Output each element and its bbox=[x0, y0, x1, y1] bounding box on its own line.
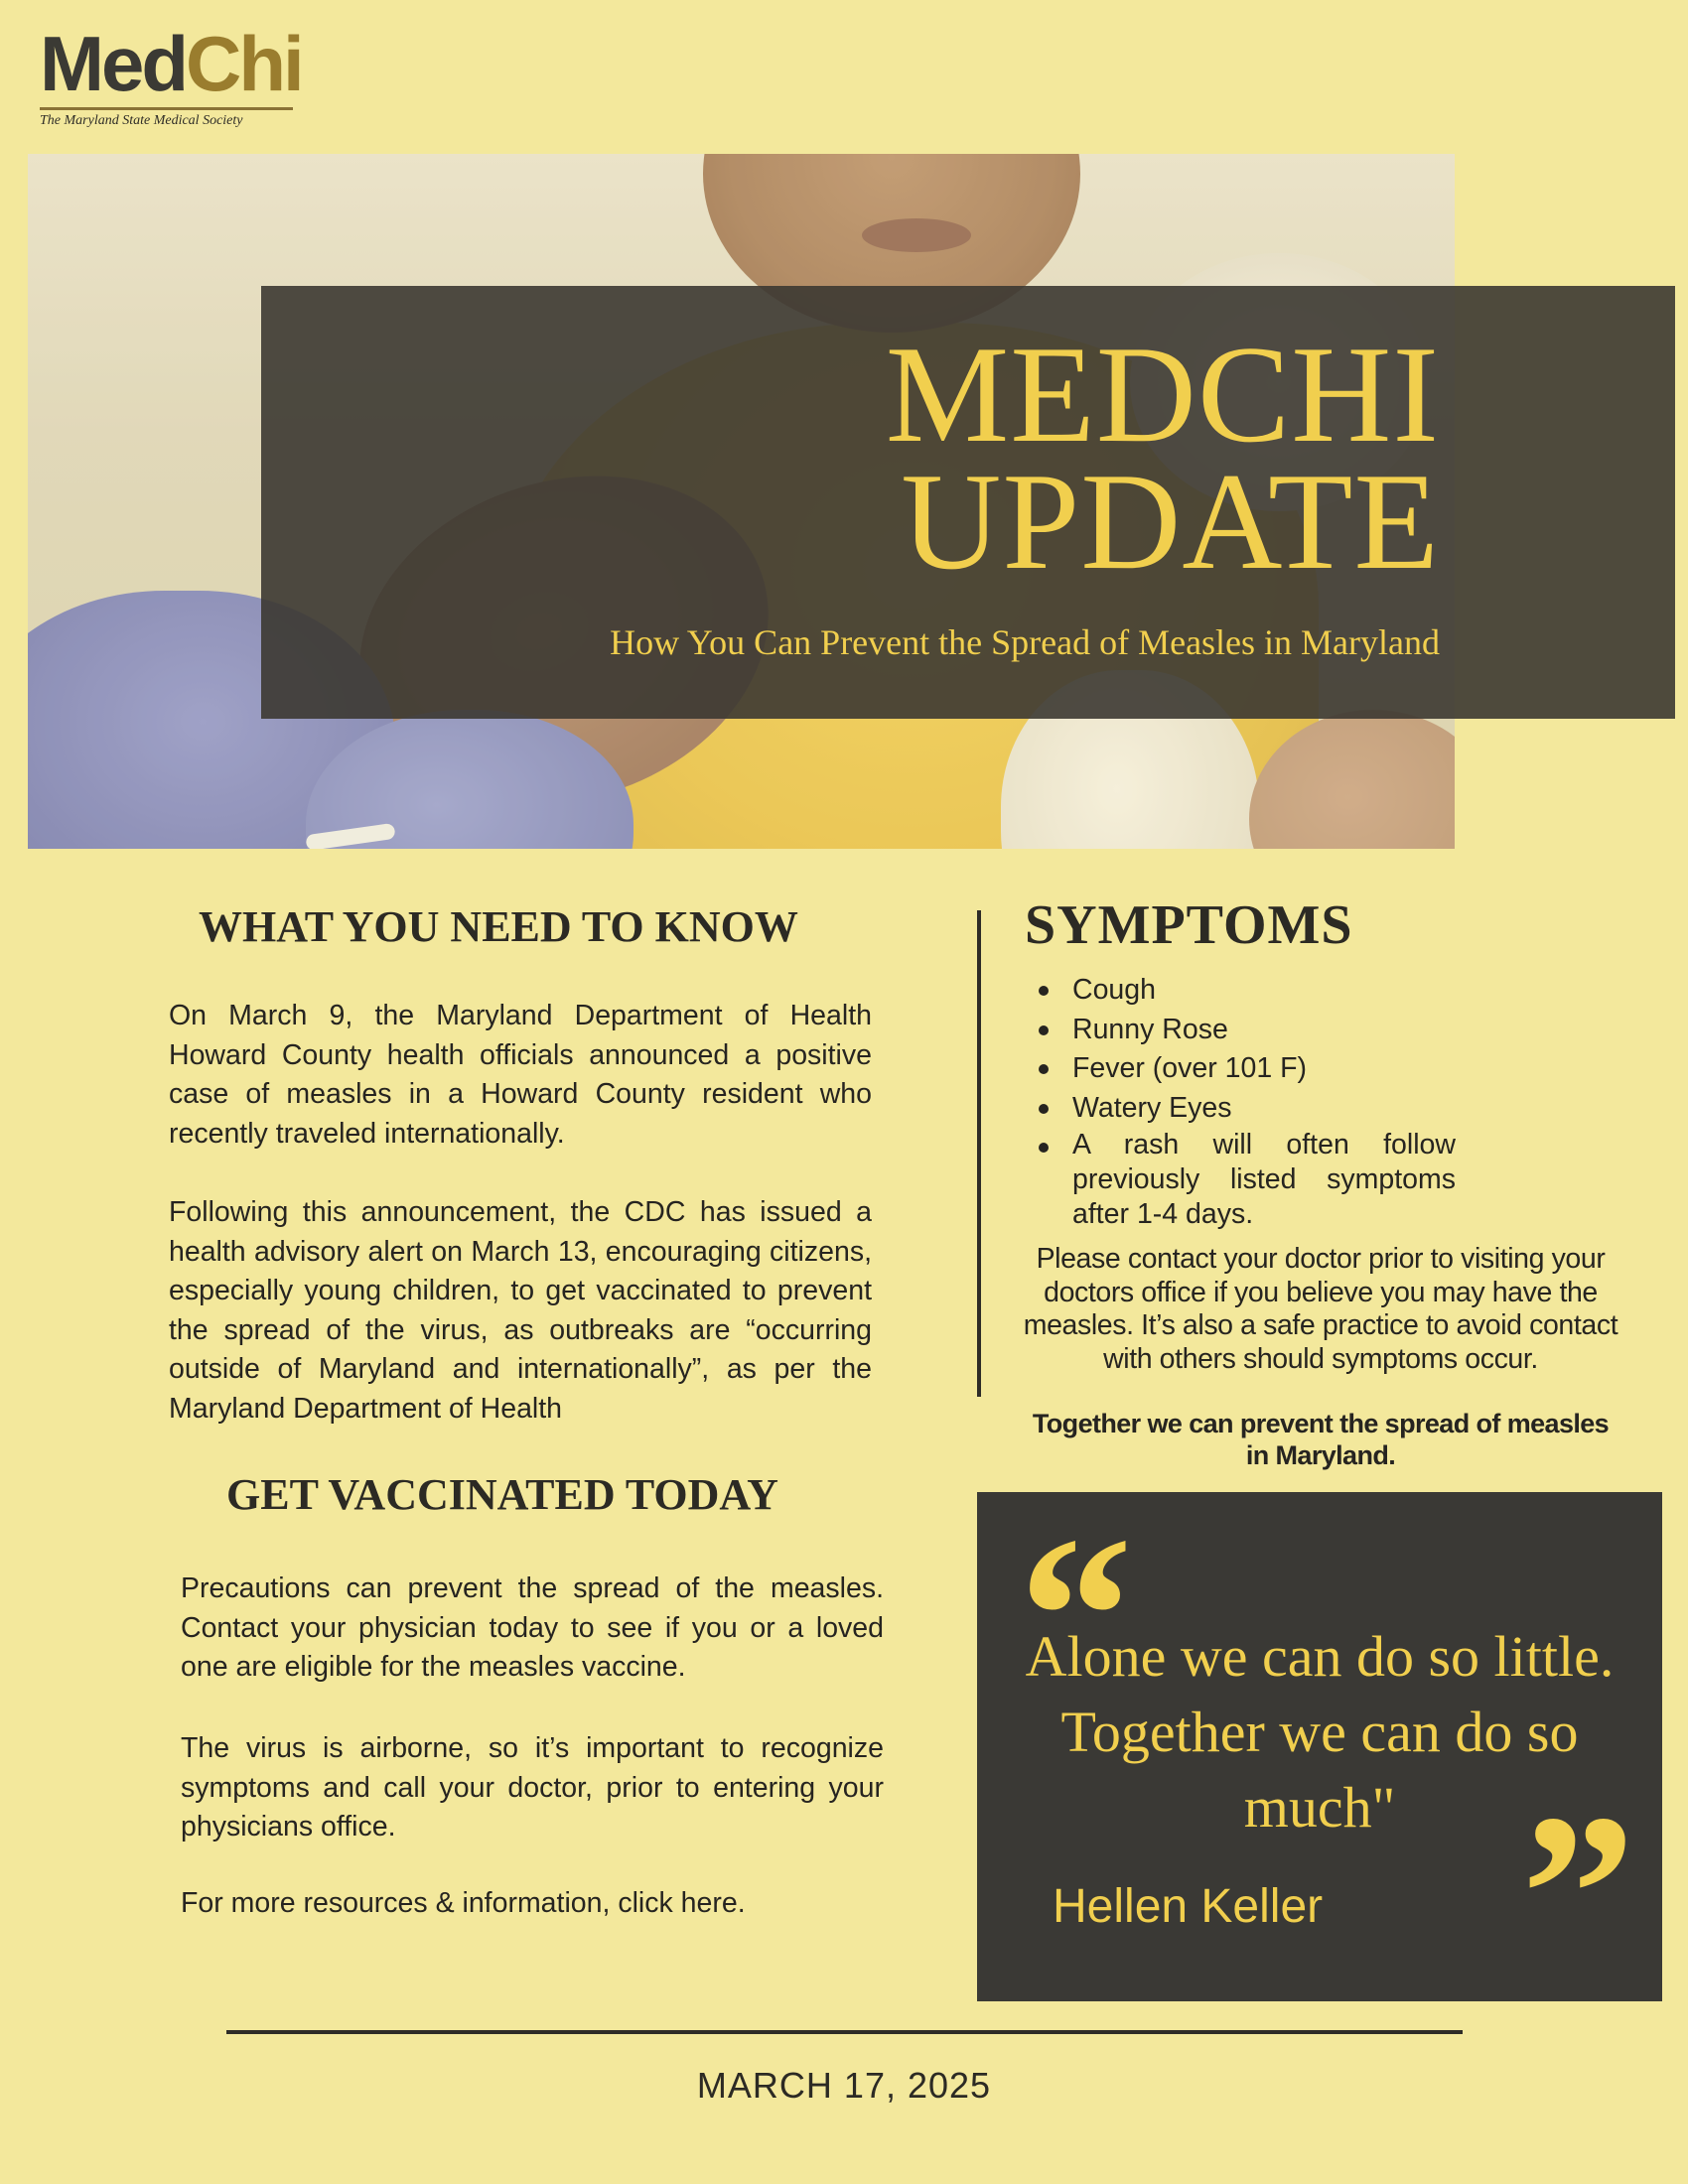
title-subtitle: How You Can Prevent the Spread of Measles in Maryland bbox=[610, 622, 1440, 662]
logo-rule bbox=[40, 107, 293, 110]
vaccinate-paragraph-2: The virus is airborne, so it’s important to recognize symptoms and call your doctor, prior to entering your physicians office. bbox=[181, 1732, 884, 1843]
vaccinate-heading: GET VACCINATED TODAY bbox=[226, 1470, 778, 1519]
quote-text: Alone we can do so little. Together we can do so much" bbox=[1025, 1624, 1615, 1840]
close-quote-icon: ” bbox=[1521, 1767, 1635, 2020]
quote-author: Hellen Keller bbox=[1053, 1880, 1324, 1933]
symptom-item: Watery Eyes bbox=[1039, 1089, 1456, 1129]
title-banner bbox=[261, 286, 1675, 719]
logo-word-chi: Chi bbox=[186, 20, 302, 107]
symptom-item: Runny Rose bbox=[1039, 1011, 1456, 1050]
open-quote-icon: “ bbox=[1019, 1489, 1133, 1742]
quote-box bbox=[977, 1489, 1662, 2020]
title-line-1: MEDCHI bbox=[885, 318, 1440, 472]
vaccinate-paragraph-1: Precautions can prevent the spread of the measles. Contact your physician today to see if you or a loved one are eligible for the measles vaccine. bbox=[181, 1572, 884, 1683]
contact-doctor-note: Please contact your doctor prior to visiting your doctors office if you believe you may have the measles. It’s also a safe practice to avoid contact with others should symptoms occur. bbox=[1023, 1243, 1618, 1375]
know-paragraph-1: On March 9, the Maryland Department of Health Howard County health officials announced a positive case of measles in a Howard County resident who recently traveled internationally. bbox=[169, 1000, 872, 1150]
title-line-2: UPDATE bbox=[901, 445, 1440, 599]
know-paragraph-2: Following this announcement, the CDC has issued a health advisory alert on March 13, encouraging citizens, especially young children, to get vaccinated to prevent the spread of the virus, as outbreaks are “occurring outside of Maryland and internationally”, as per the Maryland Department of Health bbox=[169, 1196, 872, 1425]
resources-link[interactable]: For more resources & information, click here. bbox=[181, 1887, 746, 1919]
symptom-item: Cough bbox=[1039, 971, 1456, 1011]
logo-wordmark bbox=[40, 22, 302, 105]
symptoms-heading: SYMPTOMS bbox=[1025, 894, 1353, 956]
footer-rule bbox=[226, 2030, 1463, 2034]
symptom-item: A rash will often follow previously listed symptoms after 1-4 days. bbox=[1039, 1128, 1456, 1232]
logo-tagline: The Maryland State Medical Society bbox=[40, 113, 243, 128]
together-note: Together we can prevent the spread of measles in Maryland. bbox=[1032, 1409, 1610, 1470]
know-heading: WHAT YOU NEED TO KNOW bbox=[199, 902, 798, 951]
medchi-logo bbox=[40, 20, 302, 131]
symptom-item: Fever (over 101 F) bbox=[1039, 1049, 1456, 1089]
symptoms-list bbox=[1039, 971, 1456, 1232]
footer-date: MARCH 17, 2025 bbox=[696, 2065, 992, 2106]
logo-word-med: Med bbox=[40, 20, 186, 107]
column-divider bbox=[977, 910, 981, 1397]
